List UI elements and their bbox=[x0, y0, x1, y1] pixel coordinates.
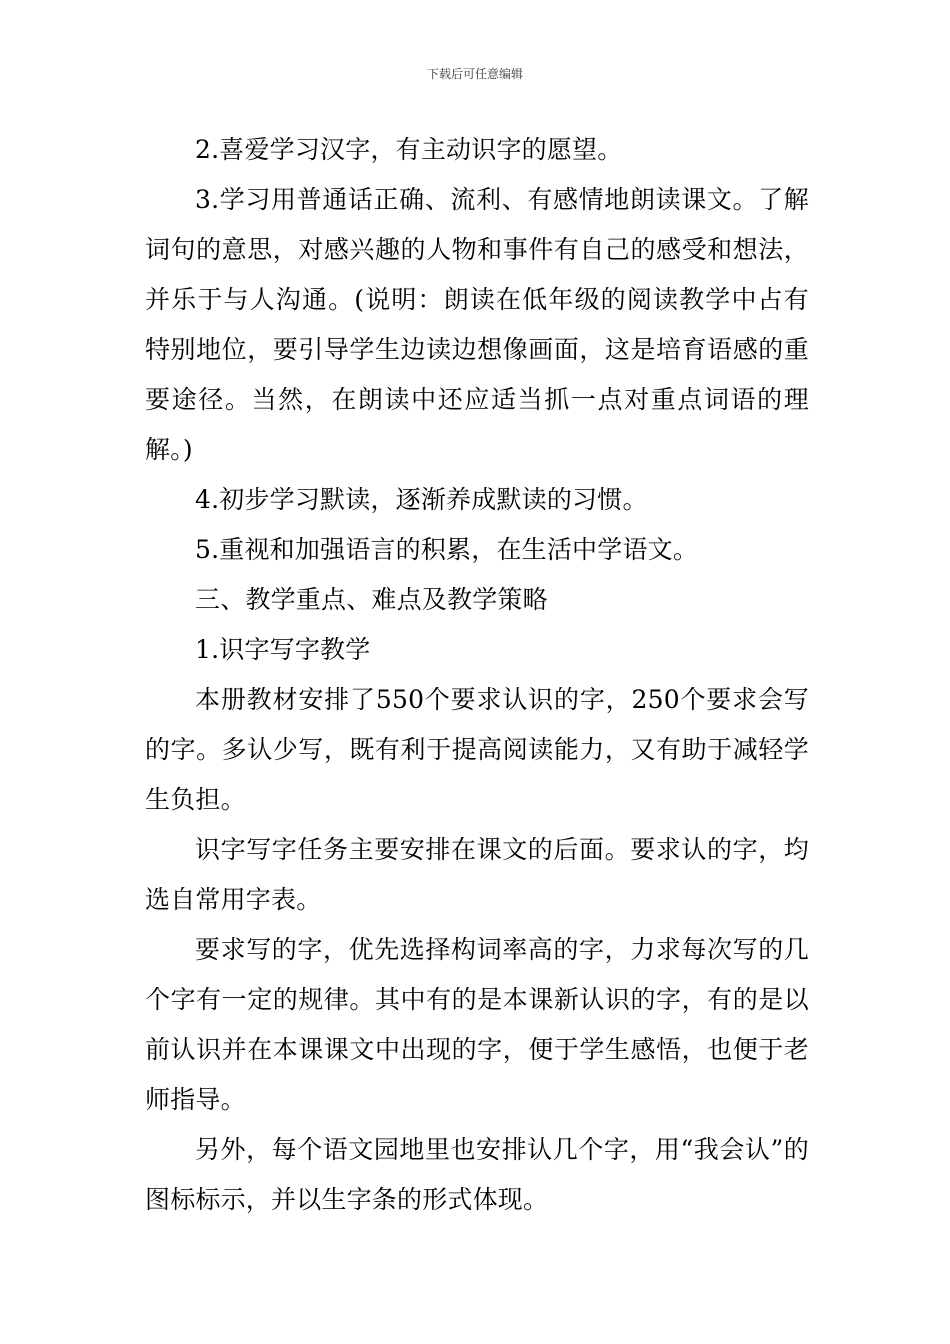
page-header: 下载后可任意编辑 bbox=[426, 67, 523, 81]
paragraph-literacy-tasks: 识字写字任务主要安排在课文的后面。要求认的字，均选自常用字表。 bbox=[145, 835, 809, 914]
paragraph-goal-4: 4.初步学习默读，逐渐养成默读的习惯。 bbox=[195, 485, 648, 514]
paragraph-language-garden: 另外，每个语文园地里也安排认几个字，用“我会认”的图标标示，并以生字条的形式体现。 bbox=[145, 1135, 809, 1214]
paragraph-goal-5: 5.重视和加强语言的积累，在生活中学语文。 bbox=[195, 535, 699, 564]
section-heading: 三、教学重点、难点及教学策略 bbox=[195, 585, 548, 614]
subsection-heading: 1.识字写字教学 bbox=[195, 635, 371, 664]
paragraph-textbook-overview: 本册教材安排了550个要求认识的字，250个要求会写的字。多认少写，既有利于提高阅读能力，又有助于减轻学生负担。 bbox=[145, 685, 809, 814]
paragraph-goal-2: 2.喜爱学习汉字，有主动识字的愿望。 bbox=[195, 135, 623, 164]
document-body bbox=[145, 125, 809, 1225]
paragraph-writing-characters: 要求写的字，优先选择构词率高的字，力求每次写的几个字有一定的规律。其中有的是本课新认识的字，有的是以前认识并在本课课文中出现的字，便于学生感悟，也便于老师指导。 bbox=[145, 935, 809, 1114]
paragraph-goal-3: 3.学习用普通话正确、流利、有感情地朗读课文。了解词句的意思，对感兴趣的人物和事件有自己的感受和想法，并乐于与人沟通。(说明：朗读在低年级的阅读教学中占有特别地位，要引导学生边读边想像画面，这是培育语感的重要途径。当然，在朗读中还应适当抓一点对重点词语的理解。) bbox=[145, 185, 809, 464]
